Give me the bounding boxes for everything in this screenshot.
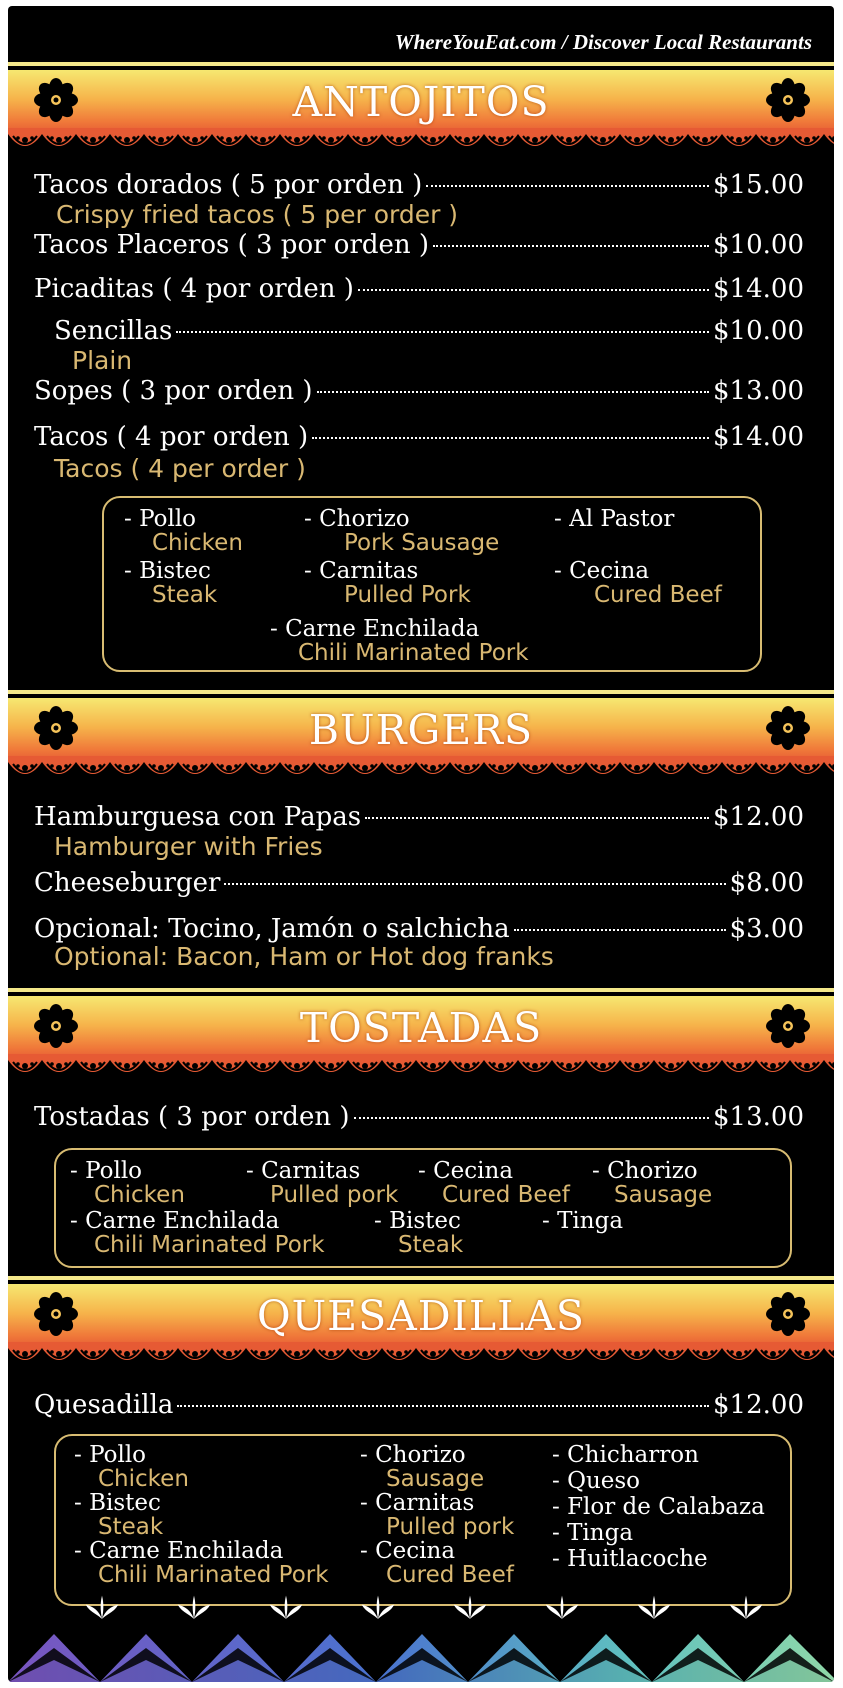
- menu-item: [34, 868, 804, 898]
- quesadillas-title: QUESADILLAS: [256, 1292, 585, 1340]
- item-translation: Hamburger with Fries: [54, 832, 323, 861]
- flower-icon: [764, 1002, 812, 1050]
- menu-item: [54, 316, 804, 346]
- dot-leader: [177, 1405, 709, 1407]
- option-translation: Chicken: [94, 1182, 185, 1208]
- dot-leader: [224, 883, 725, 885]
- item-price: $15.00: [713, 170, 804, 200]
- item-price: $8.00: [729, 868, 804, 898]
- option-label: - Chicharron: [552, 1442, 699, 1468]
- option-label: - Bistec: [124, 558, 211, 584]
- option-label: - Chorizo: [304, 506, 410, 532]
- menu-item: [34, 376, 804, 406]
- option-label: - Tinga: [552, 1520, 634, 1546]
- burgers-title: BURGERS: [308, 706, 534, 754]
- dot-leader: [176, 331, 709, 333]
- option-translation: Chili Marinated Pork: [94, 1232, 325, 1258]
- option-label: - Carnitas: [246, 1158, 361, 1184]
- dot-leader: [312, 437, 709, 439]
- item-translation: Crispy fried tacos ( 5 per order ): [56, 200, 459, 229]
- flower-icon: [32, 1002, 80, 1050]
- option-label: - Flor de Calabaza: [552, 1494, 765, 1520]
- option-translation: Steak: [98, 1514, 164, 1540]
- flower-icon: [764, 704, 812, 752]
- quesadillas-banner: [8, 1276, 834, 1368]
- flower-icon: [764, 1290, 812, 1338]
- item-translation: Optional: Bacon, Ham or Hot dog franks: [54, 942, 554, 971]
- option-label: - Huitlacoche: [552, 1546, 708, 1572]
- menu-item: [34, 170, 804, 200]
- option-translation: Chicken: [152, 530, 243, 556]
- item-price: $14.00: [713, 422, 804, 452]
- option-translation: Steak: [152, 582, 218, 608]
- item-name: Tostadas ( 3 por orden ): [34, 1102, 350, 1132]
- item-name: Tacos dorados ( 5 por orden ): [34, 170, 423, 200]
- option-translation: Chicken: [98, 1466, 189, 1492]
- menu-page: [8, 6, 834, 1682]
- item-price: $13.00: [713, 376, 804, 406]
- scallop-border: [8, 1054, 834, 1080]
- menu-item: [34, 914, 804, 944]
- dot-leader: [365, 817, 709, 819]
- option-translation: Chili Marinated Pork: [98, 1562, 329, 1588]
- item-price: $12.00: [713, 802, 804, 832]
- dot-leader: [433, 245, 709, 247]
- dot-leader: [514, 929, 726, 931]
- antojitos-title: ANTOJITOS: [292, 78, 550, 126]
- option-label: - Pollo: [74, 1442, 147, 1468]
- item-name: Cheeseburger: [34, 868, 221, 898]
- item-price: $3.00: [729, 914, 804, 944]
- option-label: - Tinga: [542, 1208, 624, 1234]
- item-name: Sencillas: [54, 316, 173, 346]
- option-label: - Bistec: [374, 1208, 461, 1234]
- option-translation: Sausage: [386, 1466, 485, 1492]
- item-name: Tacos Placeros ( 3 por orden ): [34, 230, 430, 260]
- flower-icon: [764, 76, 812, 124]
- banner-rule: [8, 62, 834, 66]
- option-label: - Queso: [552, 1468, 641, 1494]
- option-label: - Bistec: [74, 1490, 161, 1516]
- option-translation: Sausage: [614, 1182, 713, 1208]
- option-label: - Carne Enchilada: [74, 1538, 284, 1564]
- scallop-border: [8, 128, 834, 154]
- dot-leader: [358, 289, 709, 291]
- item-translation: Tacos ( 4 per order ): [54, 454, 306, 483]
- option-translation: Pork Sausage: [344, 530, 500, 556]
- option-label: - Carnitas: [360, 1490, 475, 1516]
- option-translation: Pulled Pork: [344, 582, 471, 608]
- item-price: $10.00: [713, 230, 804, 260]
- item-name: Opcional: Tocino, Jamón o salchicha: [34, 914, 510, 944]
- scallop-border: [8, 756, 834, 782]
- item-price: $10.00: [713, 316, 804, 346]
- site-header-text: WhereYouEat.com / Discover Local Restaurants: [394, 30, 812, 54]
- item-translation: Plain: [72, 346, 133, 375]
- option-label: - Pollo: [124, 506, 197, 532]
- menu-item: [34, 422, 804, 452]
- decorative-footer: [8, 1590, 834, 1682]
- option-translation: Steak: [398, 1232, 464, 1258]
- tostadas-banner: [8, 988, 834, 1080]
- option-label: - Pollo: [70, 1158, 143, 1184]
- option-label: - Al Pastor: [554, 506, 675, 532]
- banner-rule: [8, 1276, 834, 1280]
- tostadas-title: TOSTADAS: [299, 1004, 543, 1052]
- item-name: Picaditas ( 4 por orden ): [34, 274, 354, 304]
- option-translation: Pulled pork: [270, 1182, 399, 1208]
- flower-icon: [32, 76, 80, 124]
- dot-leader: [317, 391, 709, 393]
- option-label: - Carne Enchilada: [270, 616, 480, 642]
- menu-item: [34, 802, 804, 832]
- banner-rule: [8, 988, 834, 992]
- option-label: - Cecina: [418, 1158, 514, 1184]
- item-price: $13.00: [713, 1102, 804, 1132]
- menu-item: [34, 1390, 804, 1420]
- banner-rule: [8, 690, 834, 694]
- menu-item: [34, 274, 804, 304]
- item-name: Hamburguesa con Papas: [34, 802, 362, 832]
- item-name: Quesadilla: [34, 1390, 174, 1420]
- item-price: $14.00: [713, 274, 804, 304]
- option-label: - Chorizo: [360, 1442, 466, 1468]
- option-translation: Cured Beef: [594, 582, 722, 608]
- item-name: Sopes ( 3 por orden ): [34, 376, 313, 406]
- option-label: - Carne Enchilada: [70, 1208, 280, 1234]
- burgers-banner: [8, 690, 834, 782]
- scallop-border: [8, 1342, 834, 1368]
- flower-icon: [32, 704, 80, 752]
- dot-leader: [426, 185, 709, 187]
- option-translation: Chili Marinated Pork: [298, 640, 529, 666]
- option-translation: Cured Beef: [386, 1562, 514, 1588]
- option-label: - Cecina: [554, 558, 650, 584]
- menu-item: [34, 230, 804, 260]
- option-label: - Chorizo: [592, 1158, 698, 1184]
- option-translation: Cured Beef: [442, 1182, 570, 1208]
- option-translation: Pulled pork: [386, 1514, 515, 1540]
- flower-icon: [32, 1290, 80, 1338]
- antojitos-banner: [8, 62, 834, 154]
- item-price: $12.00: [713, 1390, 804, 1420]
- menu-item: [34, 1102, 804, 1132]
- option-label: - Cecina: [360, 1538, 456, 1564]
- option-label: - Carnitas: [304, 558, 419, 584]
- item-name: Tacos ( 4 por orden ): [34, 422, 309, 452]
- dot-leader: [354, 1117, 710, 1119]
